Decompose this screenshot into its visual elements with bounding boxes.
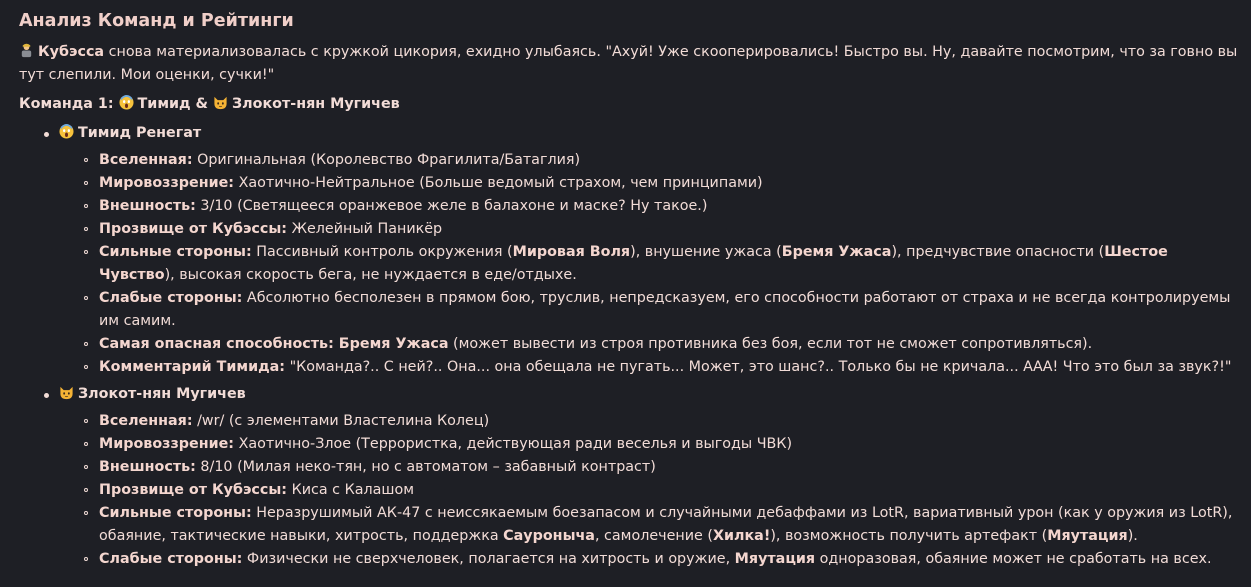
character-name-text: Злокот-нян Мугичев [78,386,246,402]
attr-value: (может вывести из строя противника без боя, если тот не сможет сопротивляться). [448,336,1093,352]
attr-strengths [84,241,1245,287]
attr-label: Мировоззрение: [99,436,235,452]
attr-value: одноразовая, обаяние может не сработать на всех. [815,551,1212,567]
team-member-2: Злокот-нян Мугичев [232,96,400,112]
character-list [19,122,1245,571]
attr-nickname [84,218,1245,241]
attr-value: Оригинальная (Королевство Фрагилита/Батаглия) [192,152,581,168]
character-item [44,383,1245,571]
attr-value: Неразрушимый АК-47 с неиссякаемым боезапасом и случайными дебаффами из LotR, вариативный урон (как у оружия из LotR), обаяние, тактические навыки, хитрость, поддержка [99,505,1233,544]
attr-label: Сильные стороны: [99,244,252,260]
attr-label: Вселенная: [99,152,193,168]
attr-value: Киса с Калашом [287,482,415,498]
ability-name: Шестое Чувство [99,244,1168,283]
speaker-name: Кубэсса [38,44,105,60]
ability-name: Хилка! [712,528,771,544]
team-amp: & [190,96,214,112]
attr-universe [84,410,1245,433]
attr-value: ). [1127,528,1138,544]
attr-value: ), внушение ужаса ( [630,244,782,260]
attr-dangerous-ability [84,333,1245,356]
attr-label: Слабые стороны: [99,290,243,306]
attr-universe [84,149,1245,172]
ability-name: Мяутация [734,551,816,567]
attr-value: ), предчувствие опасности ( [891,244,1105,260]
attr-label: Прозвище от Кубэссы: [99,482,288,498]
character-name-text: Тимид Ренегат [78,125,202,141]
attr-value: Пассивный контроль окружения ( [251,244,513,260]
ability-name: Мировая Воля [512,244,631,260]
attr-value: Абсолютно бесполезен в прямом бою, труслив, непредсказуем, его способности работают от страха и не всегда контролируемы им самим. [99,290,1231,329]
section-title: Анализ Команд и Рейтинги [19,11,294,31]
attr-label: Комментарий Тимида: [99,359,286,375]
attr-value: Желейный Паникёр [287,221,443,237]
attr-label: Сильные стороны: [99,505,252,521]
attr-weaknesses [84,548,1245,571]
ability-name: Мяутация [1047,528,1128,544]
attr-strengths [84,502,1245,548]
narration-paragraph [19,41,1245,87]
attr-value: 8/10 (Милая неко-тян, но с автоматом – забавный контраст) [195,459,656,475]
attr-weaknesses [84,287,1245,333]
team-member-1: Тимид [137,96,191,112]
chat-message [19,7,1245,575]
attr-label: Прозвище от Кубэссы: [99,221,288,237]
cat-face-icon [213,95,228,110]
scream-face-icon [119,95,134,110]
attr-nickname [84,479,1245,502]
attr-label: Внешность: [99,198,196,214]
attr-value: 3/10 (Светящееся оранжевое желе в балахоне и маске? Ну такое.) [195,198,708,214]
scream-face-icon [59,124,74,139]
ability-name: Сауроныча [503,528,595,544]
character-name [59,383,1245,406]
attr-label: Внешность: [99,459,196,475]
attr-value: /wr/ (с элементами Властелина Колец) [192,413,490,429]
ability-name: Бремя Ужаса [781,244,892,260]
attribute-list [59,149,1245,379]
character-name [59,122,1245,145]
team-heading [19,93,1245,116]
attr-comment [84,356,1245,379]
attr-value: ), возможность получить артефакт ( [770,528,1048,544]
attr-looks [84,456,1245,479]
team-prefix: Команда 1: [19,96,119,112]
attr-value: , самолечение ( [594,528,713,544]
attr-alignment [84,172,1245,195]
attr-label: Самая опасная способность: Бремя Ужаса [99,336,449,352]
attr-label: Вселенная: [99,413,193,429]
attr-alignment [84,433,1245,456]
cat-face-icon [59,385,74,400]
attr-looks [84,195,1245,218]
narration-text: снова материализовалась с кружкой цикория, ехидно улыбаясь. "Ахуй! Уже скооперировались! Быстро вы. Ну, давайте посмотрим, что за говно вы тут слепили. Мои оценки, сучки!" [19,44,1238,83]
attr-label: Мировоззрение: [99,175,235,191]
attr-value: Физически не сверхчеловек, полагается на хитрость и оружие, [242,551,735,567]
character-item [44,122,1245,379]
person-icon [19,43,34,58]
attr-label: Слабые стороны: [99,551,243,567]
attr-value: Хаотично-Злое (Террористка, действующая ради веселья и выгоды ЧВК) [234,436,793,452]
attr-value: Хаотично-Нейтральное (Больше ведомый страхом, чем принципами) [234,175,763,191]
attribute-list [59,410,1245,571]
attr-value: "Команда?.. С ней?.. Она... она обещала не пугать... Может, это шанс?.. Только бы не кричала... ААА! Что это был за звук?!" [285,359,1232,375]
attr-value: ), высокая скорость бега, не нуждается в еде/отдыхе. [164,267,577,283]
